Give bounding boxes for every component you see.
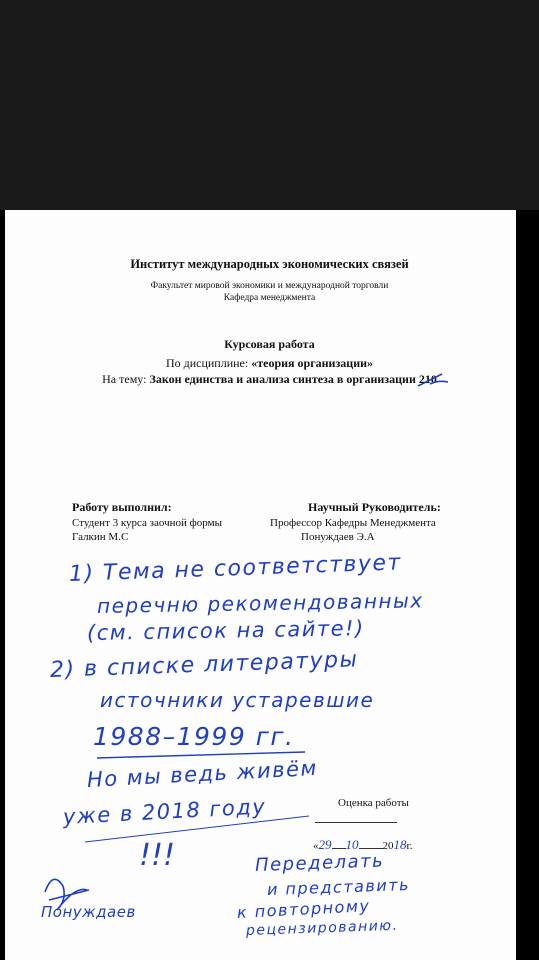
note3-underline: [85, 816, 309, 842]
topic-prefix: На тему:: [102, 372, 150, 386]
author-line1: Студент 3 курса заочной формы: [72, 517, 222, 529]
note2-years: 1988–1999 гг.: [93, 722, 295, 751]
author-label: Работу выполнил:: [72, 500, 172, 514]
supervisor-line2: Понуждаев Э.А: [301, 531, 375, 543]
supervisor-label: Научный Руководитель:: [308, 500, 441, 514]
handwriting-strokes: [5, 210, 534, 960]
work-type: Курсовая работа: [224, 337, 315, 351]
date-day: 29: [318, 837, 332, 852]
exclamation-marks: !!!: [139, 838, 176, 873]
faculty-name: Факультет мировой экономики и международной торговли: [150, 281, 389, 291]
note1-line1: 1) Тема не соответствует: [68, 550, 403, 587]
top-dark-band: [0, 0, 539, 210]
signature-name: Понуждаев: [41, 903, 136, 921]
note3-line2: уже в 2018 году: [62, 794, 267, 829]
right-dark-margin: [516, 210, 539, 960]
date-year-suffix: 18: [393, 837, 407, 852]
topic-value: Закон единства и анализа синтеза в организации: [149, 372, 419, 386]
date-year-prefix: 20: [382, 840, 394, 852]
years-underline: [97, 752, 305, 758]
redo-line1: Переделать: [254, 850, 385, 876]
discipline-prefix: По дисциплине:: [165, 356, 252, 370]
grade-label: Оценка работы: [338, 797, 409, 809]
date-year-end: г.: [406, 840, 413, 852]
discipline-value: «теория организации»: [251, 356, 374, 370]
redo-line4: рецензированию.: [245, 917, 399, 939]
topic-number: 210: [418, 372, 437, 386]
note1-line3: (см. список на сайте!): [86, 616, 365, 645]
note1-line2: перечню рекомендованных: [96, 588, 424, 618]
redo-line3: к повторному: [236, 896, 371, 922]
date-open: «: [313, 840, 319, 852]
supervisor-line1: Профессор Кафедры Менеджмента: [270, 517, 436, 529]
date-month: 10: [345, 837, 359, 852]
redo-line2: и представить: [266, 875, 411, 899]
note2-line1: 2) в списке литературы: [49, 647, 359, 683]
department-name: Кафедра менеджмента: [223, 293, 316, 303]
signature-scribble: [45, 879, 89, 910]
note3-line1: Но мы ведь живём: [86, 755, 319, 792]
note2-line2: источники устаревшие: [100, 688, 375, 712]
author-line2: Галкин М.С: [72, 531, 129, 543]
institute-title: Институт международных экономических связей: [130, 257, 409, 271]
document-page: [5, 210, 534, 960]
